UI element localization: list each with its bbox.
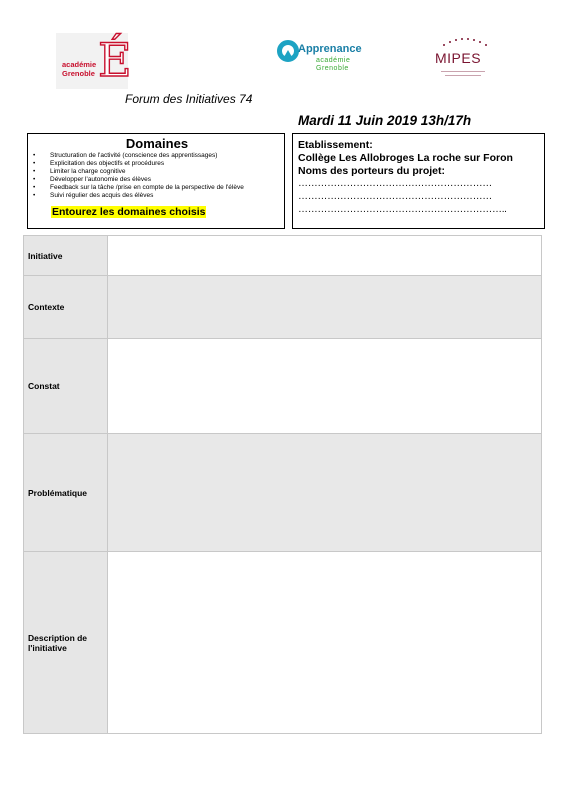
domains-box [27, 133, 285, 229]
forum-title: Forum des Initiatives 74 [125, 92, 253, 106]
logo-academie-line2: Grenoble [62, 69, 95, 78]
mipes-dots-icon [439, 38, 487, 48]
domains-title: Domaines [125, 136, 189, 151]
logo-apprenance-name: Apprenance [298, 43, 362, 55]
domains-list [33, 152, 244, 199]
row-label-constat: Constat [24, 339, 108, 434]
domain-item[interactable]: • Structuration de l'activité (conscience des apprentissages) [33, 152, 244, 160]
domain-item[interactable]: • Développer l'autonomie des élèves [33, 176, 244, 184]
porteurs-field[interactable]: …………………………………………………… [298, 178, 493, 189]
domain-item[interactable]: • Limiter la charge cognitive [33, 168, 244, 176]
form-row-constat [24, 339, 542, 434]
logo-apprenance-sub1: académie [316, 57, 351, 64]
domain-item[interactable]: • Suivi régulier des acquis des élèves [33, 192, 244, 200]
constat-field[interactable] [108, 339, 542, 434]
problematique-field[interactable] [108, 434, 542, 552]
event-date: Mardi 11 Juin 2019 13h/17h [298, 113, 472, 128]
domain-item[interactable]: • Explicitation des objectifs et procédures [33, 160, 244, 168]
mipes-logo [433, 38, 493, 93]
initiative-form-table [23, 235, 542, 734]
logo-mipes-name: MIPES [435, 50, 482, 66]
logo-academie-letter: É [98, 33, 132, 87]
description-field[interactable] [108, 552, 542, 734]
mipes-tagline-line [445, 75, 481, 76]
etablissement-box [292, 133, 545, 229]
porteurs-field[interactable]: …………………………………………………… [298, 191, 493, 202]
choose-domains-instruction: Entourez les domaines choisis [52, 206, 206, 218]
form-row-problematique [24, 434, 542, 552]
row-label-initiative: Initiative [24, 236, 108, 276]
logo-apprenance-sub2: Grenoble [316, 65, 349, 72]
row-label-problematique: Problématique [24, 434, 108, 552]
etablissement-label: Etablissement: [298, 139, 373, 151]
apprenance-logo [277, 40, 377, 80]
initiative-field[interactable] [108, 236, 542, 276]
form-row-initiative [24, 236, 542, 276]
mipes-tagline-line [441, 71, 485, 72]
form-row-description [24, 552, 542, 734]
apprenance-triangle-icon [284, 50, 292, 57]
domain-item[interactable]: • Feedback sur la tâche /prise en compte de la perspective de l'élève [33, 184, 244, 192]
form-row-contexte [24, 276, 542, 339]
contexte-field[interactable] [108, 276, 542, 339]
school-name: Collège Les Allobroges La roche sur Foron [298, 152, 513, 164]
logo-academie-line1: académie [62, 60, 97, 69]
row-label-contexte: Contexte [24, 276, 108, 339]
porteurs-field[interactable]: ……………………………………………………….. [298, 204, 507, 215]
row-label-description: Description de l'initiative [24, 552, 108, 734]
academie-grenoble-logo [56, 33, 132, 89]
porteurs-label: Noms des porteurs du projet: [298, 165, 446, 177]
